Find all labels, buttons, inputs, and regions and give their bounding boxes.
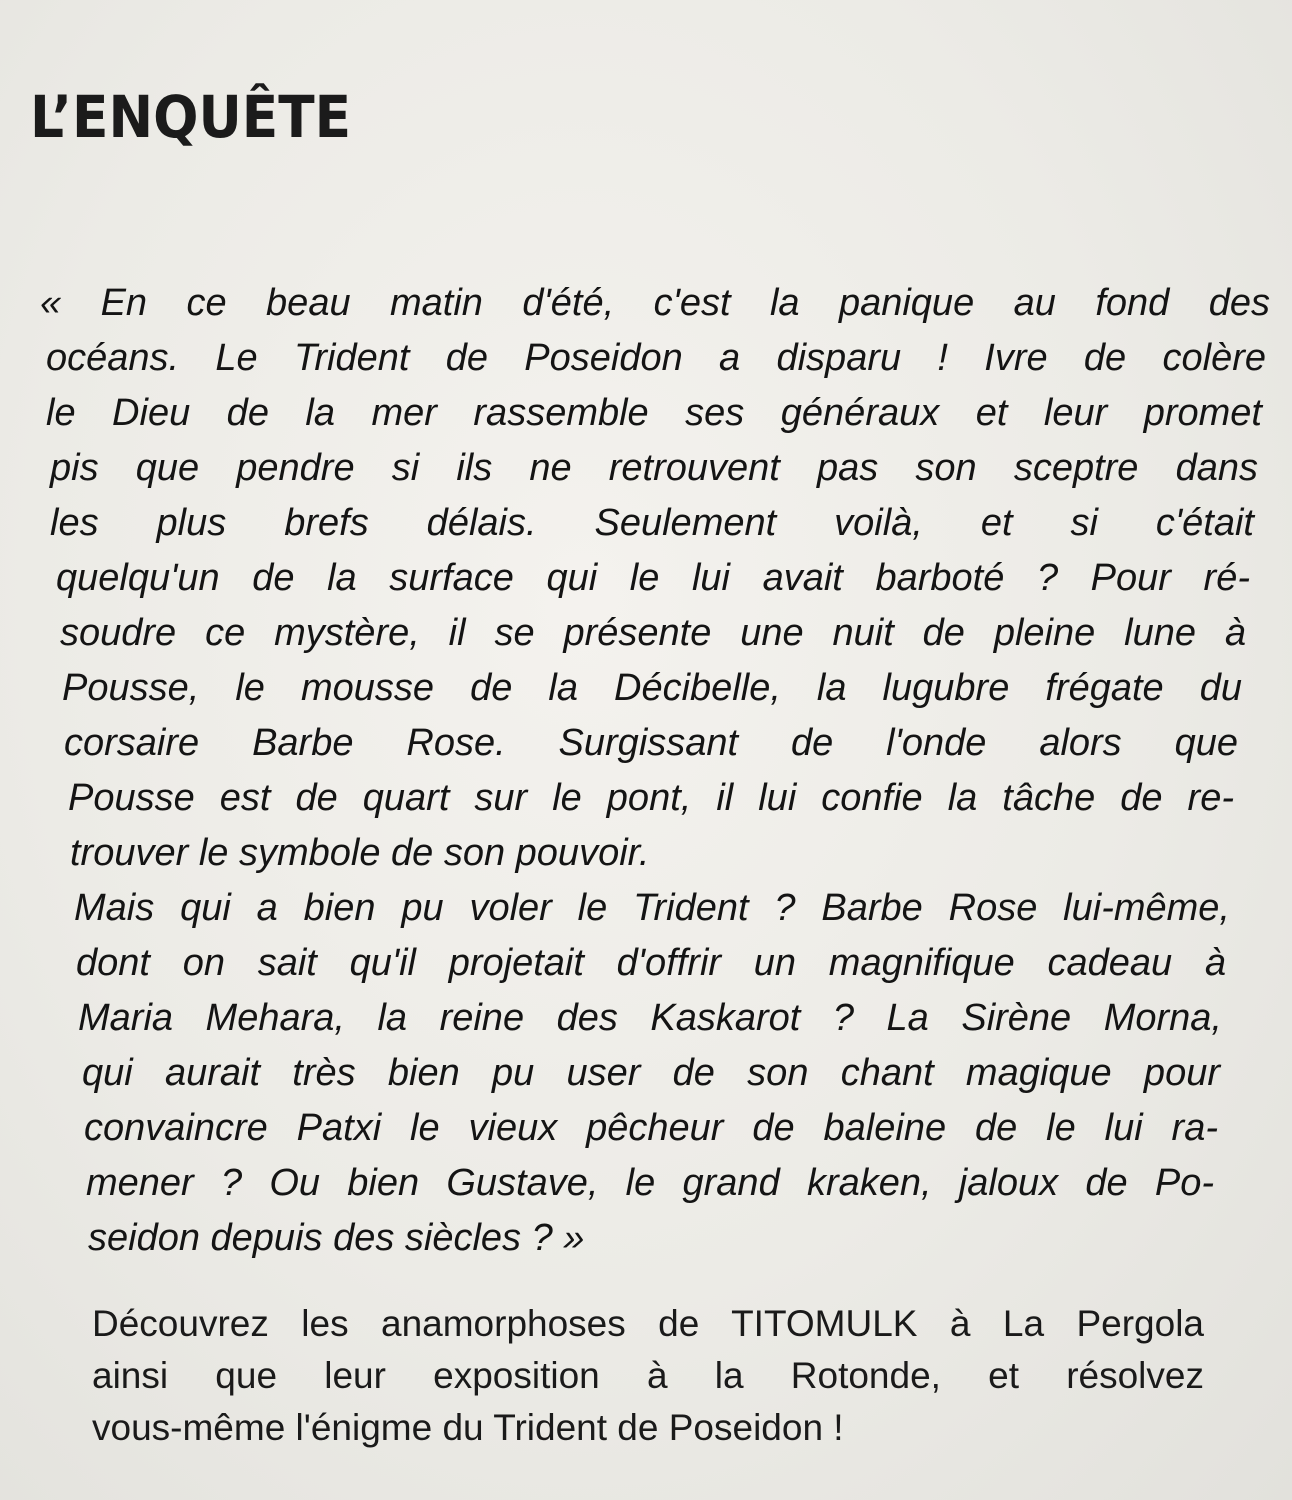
page-title: L’ENQUÊTE — [30, 83, 352, 151]
quote-line: trouver le symbole de son pouvoir. — [70, 832, 650, 874]
quote-line: océans. Le Trident de Poseidon a disparu ! Ivre de colère — [46, 337, 1266, 379]
quote-line: Mais qui a bien pu voler le Trident ? Barbe Rose lui-même, — [74, 887, 1230, 929]
closing-line: Découvrez les anamorphoses de TITOMULK à La Pergola — [92, 1303, 1204, 1344]
quote-line: Maria Mehara, la reine des Kaskarot ? La Sirène Morna, — [78, 997, 1222, 1039]
quote-line: mener ? Ou bien Gustave, le grand kraken, jaloux de Po- — [86, 1162, 1214, 1204]
quote-line: convaincre Patxi le vieux pêcheur de baleine de le lui ra- — [84, 1107, 1218, 1149]
closing-paragraph — [92, 1298, 1204, 1454]
quote-line: pis que pendre si ils ne retrouvent pas son sceptre dans — [50, 447, 1258, 489]
quote-line: corsaire Barbe Rose. Surgissant de l'onde alors que — [64, 722, 1238, 764]
quote-line: les plus brefs délais. Seulement voilà, et si c'était — [50, 502, 1254, 544]
quote-line: quelqu'un de la surface qui le lui avait barboté ? Pour ré- — [56, 557, 1250, 599]
quote-line: qui aurait très bien pu user de son chant magique pour — [82, 1052, 1220, 1094]
closing-line: vous-même l'énigme du Trident de Poseidon ! — [92, 1407, 844, 1448]
quote-line: « En ce beau matin d'été, c'est la panique au fond des — [40, 282, 1270, 324]
closing-line: ainsi que leur exposition à la Rotonde, et résolvez — [92, 1355, 1204, 1396]
quote-line: Pousse est de quart sur le pont, il lui confie la tâche de re- — [68, 777, 1234, 819]
quote-line: le Dieu de la mer rassemble ses généraux et leur promet — [46, 392, 1262, 434]
quote-line: soudre ce mystère, il se présente une nuit de pleine lune à — [60, 612, 1246, 654]
story-quote — [0, 276, 1270, 1266]
quote-line: seidon depuis des siècles ? » — [88, 1217, 585, 1259]
quote-line: Pousse, le mousse de la Décibelle, la lugubre frégate du — [62, 667, 1242, 709]
quote-line: dont on sait qu'il projetait d'offrir un magnifique cadeau à — [76, 942, 1226, 984]
